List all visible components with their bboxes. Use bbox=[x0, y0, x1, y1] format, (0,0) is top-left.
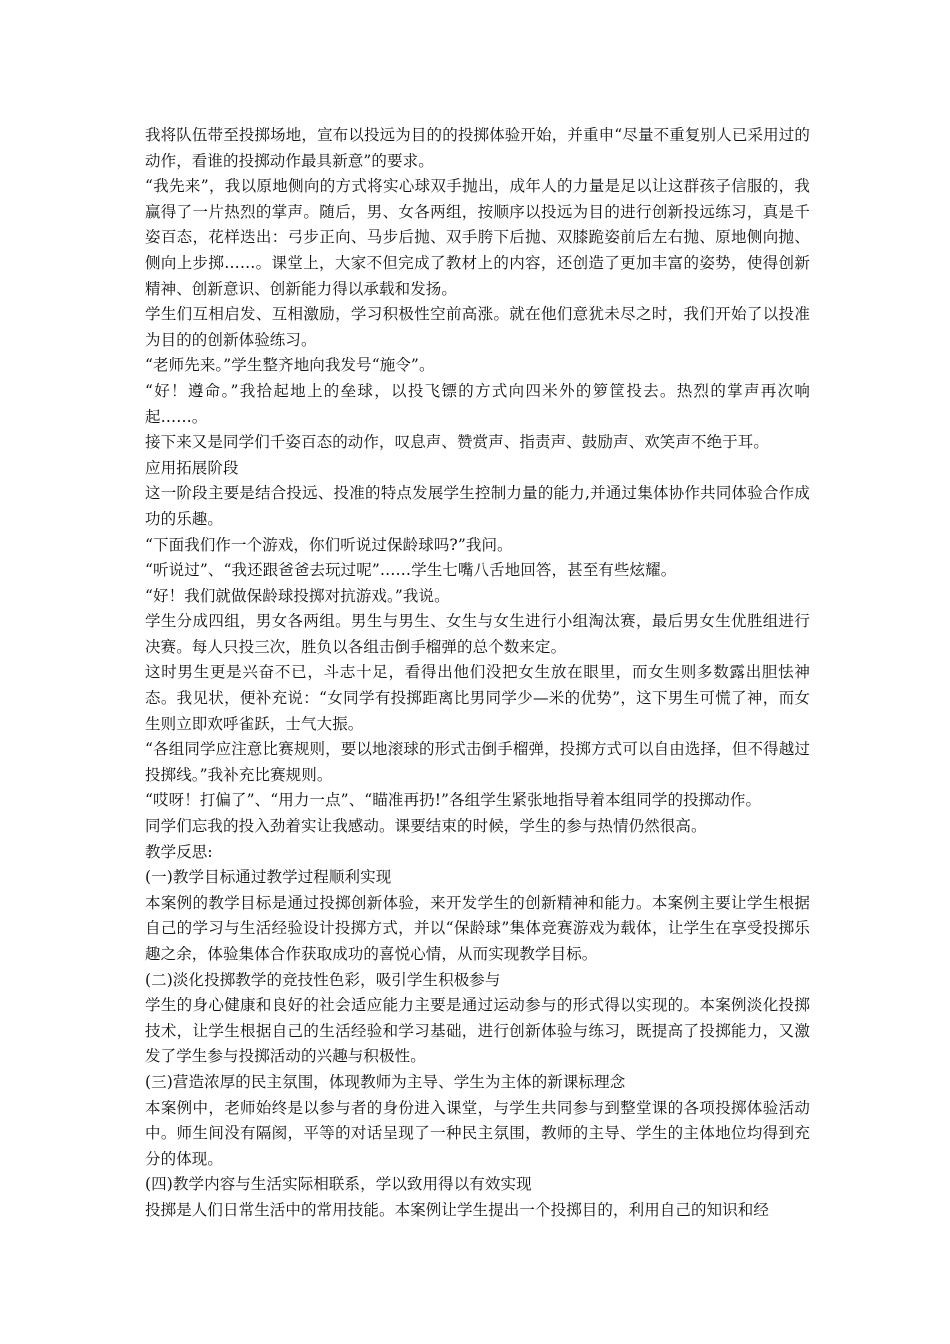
paragraph: “听说过”、“我还跟爸爸去玩过呢”……学生七嘴八舌地回答，甚至有些炫耀。 bbox=[145, 561, 677, 580]
paragraph: 我将队伍带至投掷场地，宣布以投远为目的的投掷体验开始，并重申“尽量不重复别人已采用过的动作，看谁的投掷动作最具新意”的要求。 bbox=[145, 126, 810, 170]
paragraph: 学生分成四组，男女各两组。男生与男生、女生与女生进行小组淘汰赛，最后男女生优胜组进行决赛。每人只投三次，胜负以各组击倒手榴弹的总个数来定。 bbox=[145, 612, 810, 656]
paragraph: “哎呀！打偏了”、“用力一点”、“瞄准再扔!”各组学生紧张地指导着本组同学的投掷动作。 bbox=[145, 791, 762, 810]
paragraph: 学生们互相启发、互相激励，学习积极性空前高涨。就在他们意犹未尽之时，我们开始了以投准为目的的创新体验练习。 bbox=[145, 305, 810, 349]
section-heading: 应用拓展阶段 bbox=[145, 458, 239, 477]
subsection-heading: (四)教学内容与生活实际相联系，学以致用得以有效实现 bbox=[145, 1175, 532, 1194]
section-heading: 教学反思: bbox=[145, 842, 213, 861]
subsection-heading: (二)淡化投掷教学的竞技性色彩，吸引学生积极参与 bbox=[145, 970, 501, 989]
paragraph: 学生的身心健康和良好的社会适应能力主要是通过运动参与的形式得以实现的。本案例淡化投掷技术，让学生根据自己的生活经验和学习基础，进行创新体验与练习，既提高了投掷能力，又激发了学生参与投掷活动的兴趣与积极性。 bbox=[145, 996, 810, 1066]
paragraph: “下面我们作一个游戏，你们听说过保龄球吗?”我问。 bbox=[145, 535, 513, 554]
paragraph: 投掷是人们日常生活中的常用技能。本案例让学生提出一个投掷目的，利用自己的知识和经 bbox=[145, 1200, 770, 1219]
paragraph: “好！遵命。”我拾起地上的垒球，以投飞镖的方式向四米外的箩筐投去。热烈的掌声再次响起……。 bbox=[145, 381, 810, 426]
paragraph: 本案例的教学目标是通过投掷创新体验，来开发学生的创新精神和能力。本案例主要让学生根据自己的学习与生活经验设计投掷方式，并以“保龄球”集体竞赛游戏为载体，让学生在享受投掷乐趣之余，体验集体合作获取成功的喜悦心情，从而实现教学目标。 bbox=[145, 893, 810, 963]
subsection-heading: (一)教学目标通过教学过程顺利实现 bbox=[145, 868, 392, 887]
paragraph: “各组同学应注意比赛规则，要以地滚球的形式击倒手榴弹，投掷方式可以自由选择，但不得越过投掷线。”我补充比赛规则。 bbox=[145, 740, 810, 784]
paragraph: 接下来又是同学们千姿百态的动作，叹息声、赞赏声、指责声、鼓励声、欢笑声不绝于耳。 bbox=[145, 433, 770, 452]
paragraph: “老师先来。”学生整齐地向我发号“施令”。 bbox=[145, 356, 435, 375]
paragraph: 这一阶段主要是结合投远、投准的特点发展学生控制力量的能力,并通过集体协作共同体验合作成功的乐趣。 bbox=[145, 484, 810, 528]
document-body bbox=[145, 123, 810, 1224]
paragraph: “好！我们就做保龄球投掷对抗游戏。”我说。 bbox=[145, 586, 450, 605]
paragraph: “我先来”，我以原地侧向的方式将实心球双手抛出，成年人的力量是足以让这群孩子信服的，我赢得了一片热烈的掌声。随后，男、女各两组，按顺序以投远为目的进行创新投远练习，真是千姿百态，花样迭出：弓步正向、马步后抛、双手胯下后抛、双膝跪姿前后左右抛、原地侧向抛、侧向上步掷……。课堂上，大家不但完成了教材上的内容，还创造了更加丰富的姿势，使得创新精神、创新意识、创新能力得以承载和发扬。 bbox=[145, 177, 810, 298]
paragraph: 本案例中，老师始终是以参与者的身份进入课堂，与学生共同参与到整堂课的各项投掷体验活动中。师生间没有隔阂，平等的对话呈现了一种民主氛围，教师的主导、学生的主体地位均得到充分的体现。 bbox=[145, 1098, 810, 1168]
paragraph: 这时男生更是兴奋不已，斗志十足，看得出他们没把女生放在眼里，而女生则多数露出胆怯神态。我见状，便补充说：“女同学有投掷距离比男同学少—米的优势”，这下男生可慌了神，而女生则立即欢呼雀跃，士气大振。 bbox=[145, 663, 810, 733]
paragraph: 同学们忘我的投入劲着实让我感动。课要结束的时候，学生的参与热情仍然很高。 bbox=[145, 817, 707, 836]
subsection-heading: (三)营造浓厚的民主氛围，体现教师为主导、学生为主体的新课标理念 bbox=[145, 1072, 626, 1091]
